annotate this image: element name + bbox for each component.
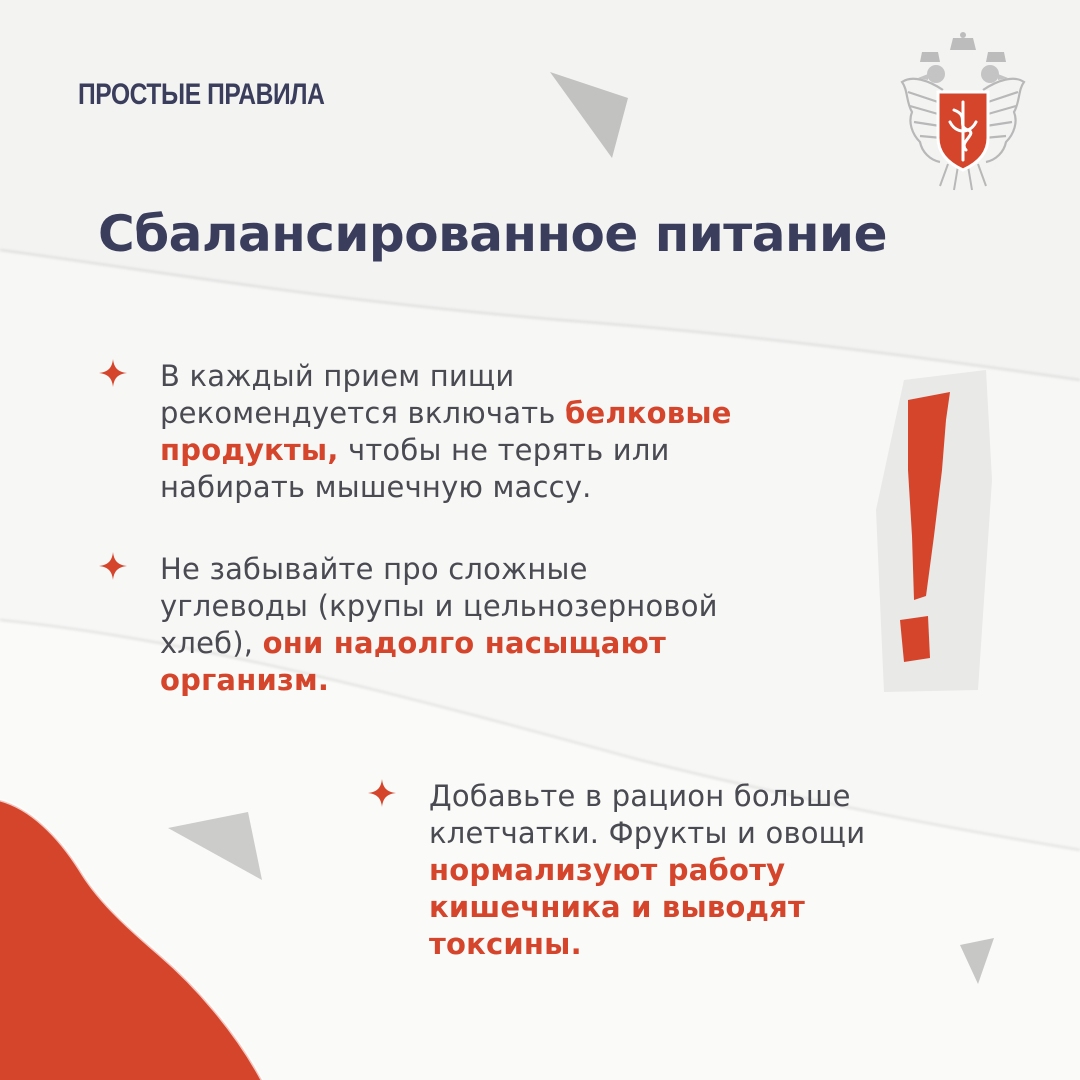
tip-fiber	[429, 778, 929, 963]
body-text: рекомендуется включать	[160, 396, 566, 430]
tip-text	[160, 551, 810, 699]
body-text: набирать мышечную массу.	[160, 470, 592, 504]
series-label: ПРОСТЫЕ ПРАВИЛА	[78, 78, 325, 111]
highlighted-text: кишечника и выводят	[429, 890, 805, 924]
paper-shard-top	[550, 72, 628, 158]
tip-carbs	[160, 551, 810, 699]
body-text: клетчатки. Фрукты и овощи	[429, 816, 866, 850]
tip-text	[160, 358, 800, 506]
highlighted-text: белковые	[565, 396, 732, 430]
body-text: В каждый прием пищи	[160, 359, 515, 393]
body-text: углеводы (крупы и цельнозерновой	[160, 589, 718, 623]
tip-text	[429, 778, 929, 963]
page-title: Сбалансированное питание	[98, 205, 888, 263]
tip-protein	[160, 358, 800, 506]
highlighted-text: нормализуют работу	[429, 853, 786, 887]
body-text: Добавьте в рацион больше	[429, 779, 851, 813]
four-point-star-icon	[98, 358, 128, 388]
exclamation-mark-icon	[868, 360, 998, 700]
four-point-star-icon	[367, 778, 397, 808]
highlighted-text: организм.	[160, 663, 330, 697]
body-text: Не забывайте про сложные	[160, 552, 588, 586]
highlighted-text: продукты,	[160, 433, 339, 467]
body-text: чтобы не терять или	[338, 433, 670, 467]
highlighted-text: они надолго насыщают	[262, 626, 666, 660]
body-text: хлеб),	[160, 626, 263, 660]
ministry-of-health-emblem-icon	[898, 30, 1028, 192]
four-point-star-icon	[98, 551, 128, 581]
highlighted-text: токсины.	[429, 927, 582, 961]
